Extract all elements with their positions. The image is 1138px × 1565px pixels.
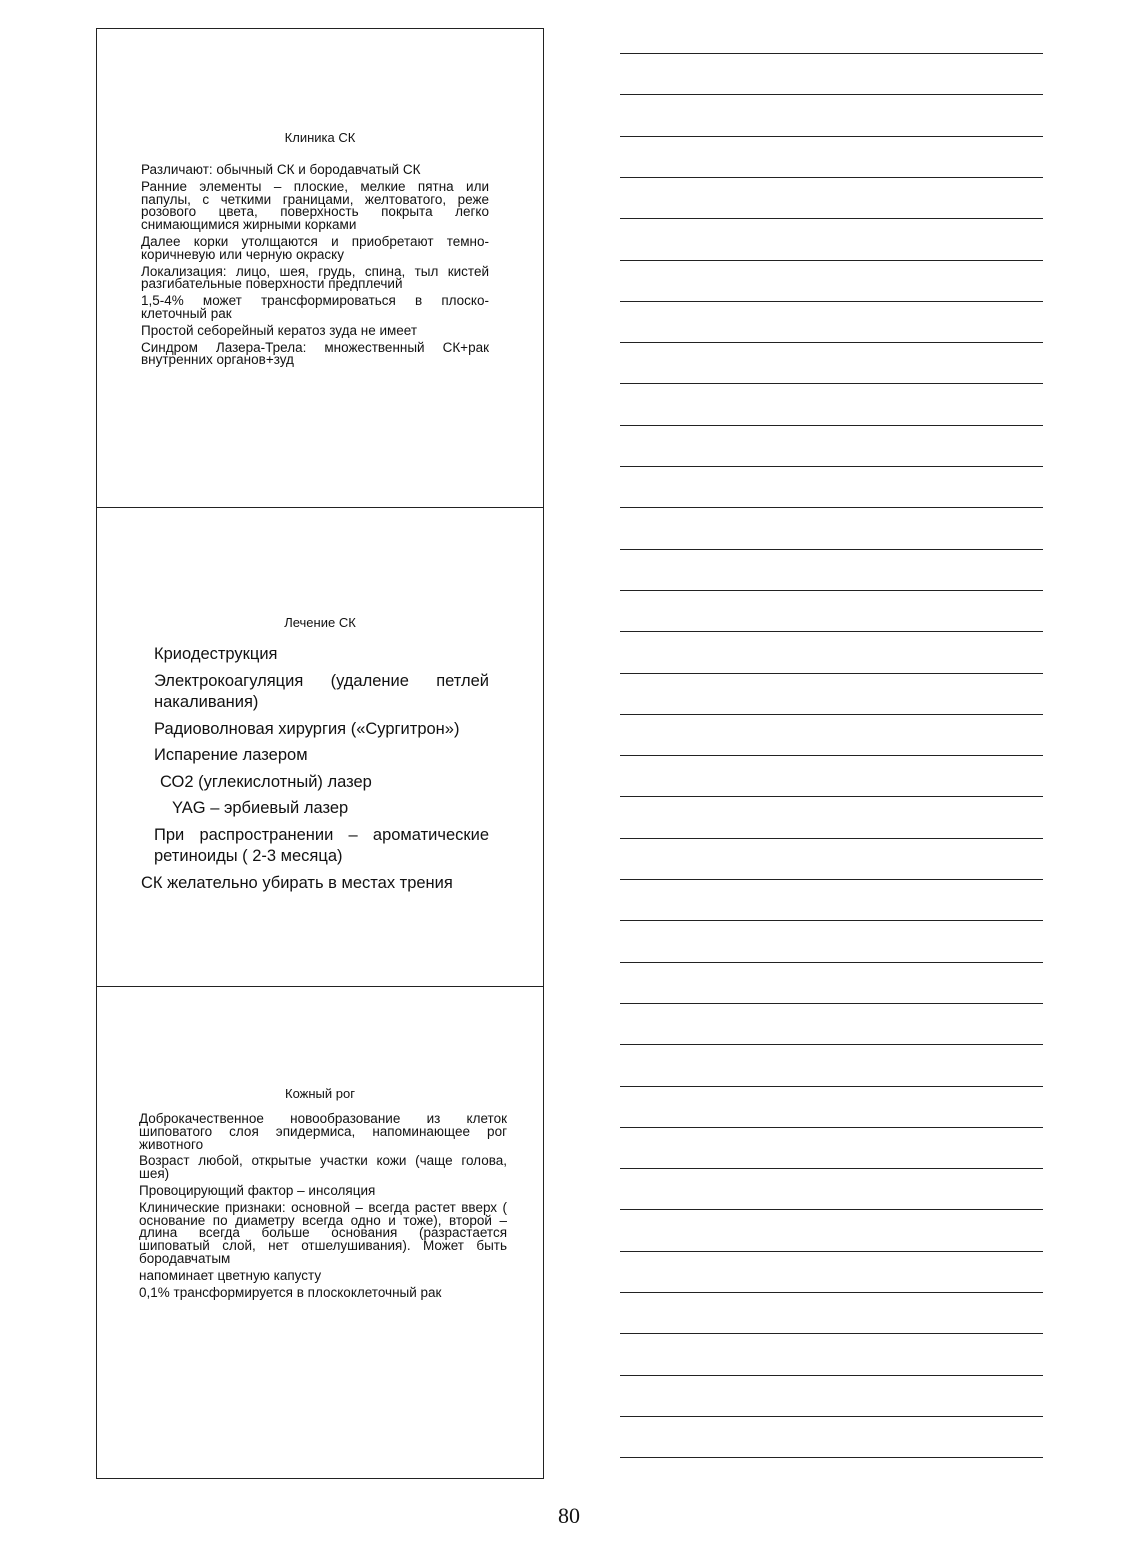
list-item: СО2 (углекислотный) лазер [160, 772, 372, 791]
slide-title: Лечение СК [284, 615, 356, 630]
note-line [620, 1168, 1043, 1169]
list-item: YAG – эрбиевый лазер [172, 799, 349, 817]
note-line [620, 218, 1043, 219]
note-line [620, 590, 1043, 591]
note-line [620, 838, 1043, 839]
list-item: 1,5-4% может трансформироваться в плоско-клеточный рак [141, 293, 489, 321]
list-item: Криодеструкция [154, 645, 278, 663]
slide-clinic [97, 29, 543, 508]
note-line [620, 1251, 1043, 1252]
list-item: Радиоволновая хирургия («Сургитрон») [154, 719, 460, 738]
note-line [620, 1044, 1043, 1045]
list-item: При распространении – ароматические ретиноиды ( 2-3 месяца) [154, 825, 489, 865]
note-line [620, 466, 1043, 467]
note-line [620, 1457, 1043, 1458]
note-line [620, 1333, 1043, 1334]
note-line [620, 383, 1043, 384]
slide-cutaneous-horn [97, 987, 543, 1478]
note-line [620, 1209, 1043, 1210]
slide-body [139, 1113, 507, 1303]
note-line [620, 755, 1043, 756]
slides-column [96, 28, 544, 1479]
list-item: СК желательно убирать в местах трения [141, 873, 453, 892]
note-line [620, 1292, 1043, 1293]
note-line [620, 177, 1043, 178]
note-line [620, 962, 1043, 963]
note-line [620, 94, 1043, 95]
note-line [620, 549, 1043, 550]
note-line [620, 879, 1043, 880]
list-item: Электрокоагуляция (удаление петлей накаливания) [154, 671, 489, 711]
note-line [620, 136, 1043, 137]
note-line [620, 425, 1043, 426]
list-item: Далее корки утолщаются и приобретают темно- коричневую или черную окраску [141, 233, 489, 262]
list-item: Синдром Лазера-Трела: множественный СК+рак внутренних органов+зуд [141, 339, 489, 368]
note-line [620, 53, 1043, 54]
slide-treatment [97, 508, 543, 987]
note-line [620, 1416, 1043, 1417]
note-line [620, 1127, 1043, 1128]
note-line [620, 920, 1043, 921]
list-item: Испарение лазером [154, 746, 308, 764]
note-line [620, 1086, 1043, 1087]
list-item: Простой себорейный кератоз зуда не имеет [141, 322, 418, 338]
list-item: Доброкачественное новообразование из клеток шиповатого слоя эпидермиса, напоминающее рог животного [139, 1111, 507, 1152]
note-line [620, 673, 1043, 674]
slide-title: Клиника СК [284, 130, 356, 145]
list-item: Возраст любой, открытые участки кожи (чаще голова, шея) [139, 1153, 507, 1182]
list-item: Локализация: лицо, шея, грудь, спина, тыл кистей разгибательные поверхности предплечий [141, 263, 489, 292]
page-number: 80 [558, 1503, 580, 1528]
note-line [620, 1375, 1043, 1376]
note-line [620, 507, 1043, 508]
note-line [620, 714, 1043, 715]
note-line [620, 301, 1043, 302]
note-line [620, 260, 1043, 261]
slide-body [141, 644, 489, 899]
slide-title: Кожный рог [285, 1086, 355, 1101]
note-line [620, 796, 1043, 797]
slide-body [141, 164, 489, 371]
list-item: 0,1% трансформируется в плоскоклеточный рак [139, 1284, 442, 1300]
list-item: Ранние элементы – плоские, мелкие пятна или папулы, с четкими границами, желтоватого, реже розового цвета, поверхность покрыта легко снимающимися жирными корками [141, 178, 489, 233]
list-item: Различают: обычный СК и бородавчатый СК [141, 162, 421, 177]
list-item: напоминает цветную капусту [139, 1267, 322, 1283]
note-line [620, 342, 1043, 343]
note-line [620, 631, 1043, 632]
note-line [620, 1003, 1043, 1004]
list-item: Провоцирующий фактор – инсоляция [139, 1182, 376, 1198]
list-item: Клинические признаки: основной – всегда растет вверх ( основание по диаметру всегда одно и тоже), второй – длина всегда больше основания (разрастается шиповатый слой, нет отшелушивания). Может быть бородавчатым [139, 1199, 507, 1266]
